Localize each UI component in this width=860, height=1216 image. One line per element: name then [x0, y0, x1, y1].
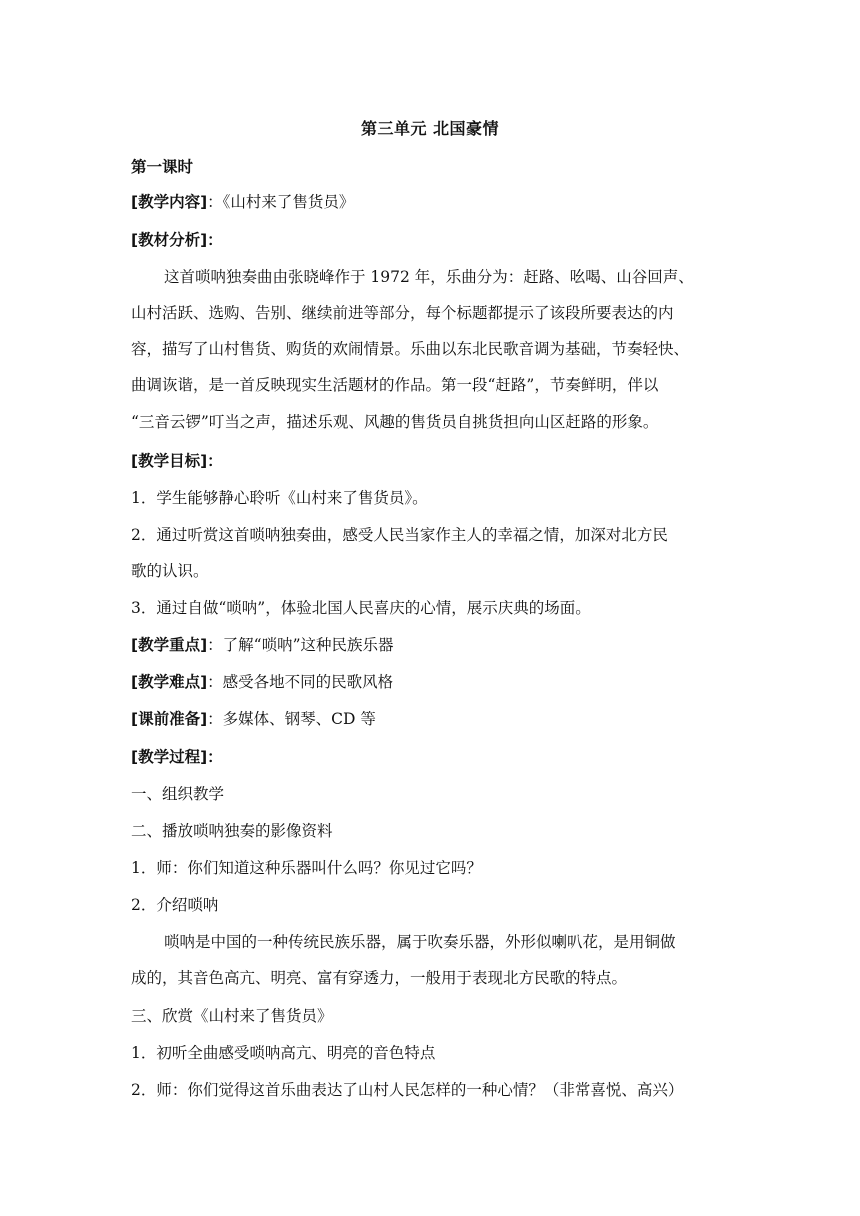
- process-label: [教学过程]：: [131, 748, 223, 766]
- difficulty-label: [教学难点]: [131, 673, 208, 691]
- goal-line: 3．通过自做“唢呐”，体验北国人民喜庆的心情，展示庆典的场面。: [131, 599, 591, 617]
- process-line: 2．介绍唢呐: [131, 896, 219, 914]
- key-point-text: ：了解“唢呐”这种民族乐器: [207, 636, 394, 654]
- unit-title: 第三单元 北国豪情: [360, 119, 500, 138]
- content-row: [131, 191, 731, 213]
- appreciate-line: 三、欣赏《山村来了售货员》: [131, 1007, 333, 1025]
- content-label: [教学内容]: [131, 193, 208, 211]
- key-point-row: [131, 634, 731, 656]
- key-point-label: [教学重点]: [131, 636, 208, 654]
- process-line: 二、播放唢呐独奏的影像资料: [131, 822, 333, 840]
- suona-line: 成的，其音色高亢、明亮、富有穿透力，一般用于表现北方民歌的特点。: [131, 969, 628, 987]
- analysis-line: “三音云锣”叮当之声，描述乐观、风趣的售货员自挑货担向山区赶路的形象。: [131, 413, 659, 431]
- preparation-row: [131, 708, 731, 730]
- analysis-line: 曲调诙谐，是一首反映现实生活题材的作品。第一段“赶路”，节奏鲜明，伴以: [131, 376, 659, 394]
- suona-line: 唢呐是中国的一种传统民族乐器，属于吹奏乐器，外形似喇叭花，是用铜做: [164, 933, 676, 951]
- analysis-line: 山村活跃、选购、告别、继续前进等部分，每个标题都提示了该段所要表达的内: [131, 304, 674, 322]
- content-text: ：《山村来了售货员》: [207, 193, 355, 211]
- appreciate-line: 2．师：你们觉得这首乐曲表达了山村人民怎样的一种心情？（非常喜悦、高兴）: [131, 1081, 684, 1099]
- difficulty-row: [131, 671, 731, 693]
- preparation-label: [课前准备]: [131, 710, 208, 728]
- difficulty-text: ：感受各地不同的民歌风格: [207, 673, 394, 691]
- process-line: 一、组织教学: [131, 785, 225, 803]
- goal-line: 歌的认识。: [131, 562, 209, 580]
- analysis-line: 这首唢呐独奏曲由张晓峰作于 1972 年，乐曲分为：赶路、吆喝、山谷回声、: [164, 268, 694, 286]
- goals-label: [教学目标]：: [131, 452, 223, 470]
- preparation-text: ：多媒体、钢琴、CD 等: [207, 710, 376, 728]
- lesson-heading: 第一课时: [131, 158, 194, 176]
- goal-line: 2．通过听赏这首唢呐独奏曲，感受人民当家作主人的幸福之情，加深对北方民: [131, 526, 668, 544]
- analysis-line: 容，描写了山村售货、购货的欢闹情景。乐曲以东北民歌音调为基础，节奏轻快、: [131, 340, 690, 358]
- goal-line: 1．学生能够静心聆听《山村来了售货员》。: [131, 489, 428, 507]
- appreciate-line: 1．初听全曲感受唢呐高亢、明亮的音色特点: [131, 1044, 436, 1062]
- process-line: 1．师：你们知道这种乐器叫什么吗？你见过它吗？: [131, 859, 482, 877]
- analysis-label: [教材分析]：: [131, 231, 223, 249]
